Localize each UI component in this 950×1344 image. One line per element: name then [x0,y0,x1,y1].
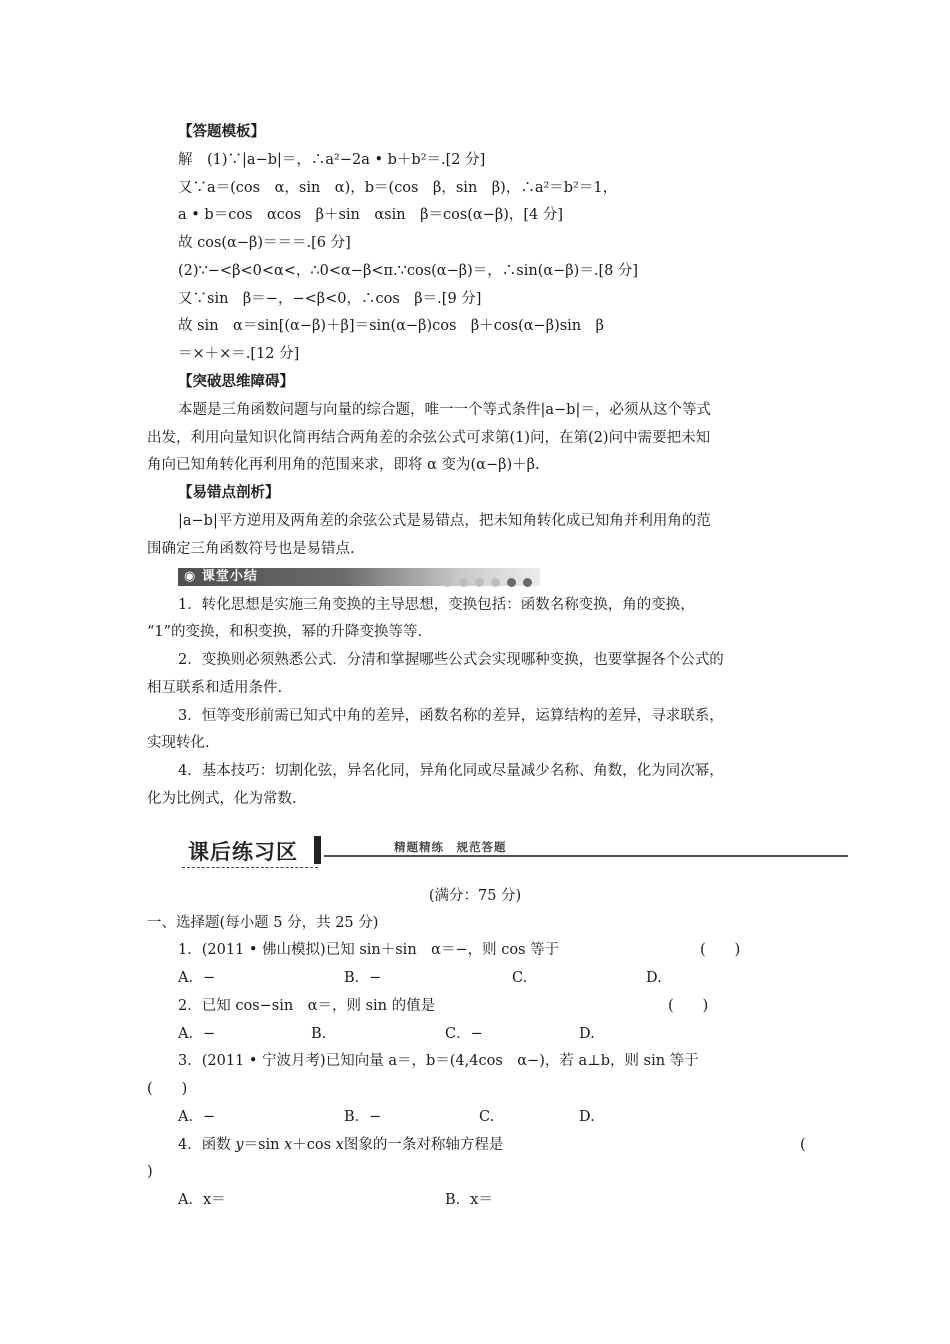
dot-icon [475,578,484,587]
q4-option-b: B．x＝ [445,1192,493,1208]
q3-option-c: C. [479,1109,495,1125]
template-line-8: ＝×＋×＝.[12 分] [178,346,300,362]
template-line-6: 又∵sin β＝−，−<β<0，∴cos β＝.[9 分] [178,291,482,307]
summary-line-1: 1．转化思想是实施三角变换的主导思想，变换包括：函数名称变换，角的变换， [178,597,695,613]
thinking-heading: 【突破思维障碍】 [178,373,294,390]
thinking-line-3: 角向已知角转化再利用角的范围来求，即将 α 变为(α−β)＋β. [147,457,540,473]
header-rule [324,855,848,857]
summary-line-2: “1”的变换，和积变换，幂的升降变换等等. [147,624,423,640]
q1-option-c: C. [512,970,528,986]
q3-answer-paren: ( ) [147,1081,188,1097]
dot-icon [459,578,468,587]
errors-line-1: |a−b|平方逆用及两角差的余弦公式是易错点，把未知角转化成已知角并利用角的范 [178,513,711,529]
template-heading: 【答题模板】 [178,123,265,140]
header-dashes [182,867,318,868]
q4-var-x: x [335,1137,344,1153]
summary-line-5: 3．恒等变形前需已知式中角的差异，函数名称的差异，运算结构的差异，寻求联系， [178,708,724,724]
summary-line-6: 实现转化. [147,735,210,751]
summary-line-4: 相互联系和适用条件. [147,680,283,696]
q4-var-y: y [235,1137,244,1153]
q1-option-d: D. [646,970,662,986]
q4-stem-part: ＋cos [292,1137,336,1153]
q4-stem [178,1135,503,1155]
q4-stem-part: 图象的一条对称轴方程是 [343,1137,504,1153]
q4-stem-part: ＝sin [243,1137,285,1153]
q3-option-b: B．− [344,1109,382,1125]
q2-answer-paren: ( ) [668,998,709,1014]
q4-stem-part: 4．函数 [178,1137,236,1153]
errors-heading: 【易错点剖析】 [178,484,280,501]
practice-subtitle: 精题精练 规范答题 [394,840,507,854]
q3-option-d: D. [579,1109,595,1125]
thinking-line-1: 本题是三角函数问题与向量的综合题，唯一一个等式条件|a−b|＝，必须从这个等式 [178,402,711,418]
q1-option-a: A．− [178,970,216,986]
summary-line-8: 化为比例式，化为常数. [147,791,297,807]
q3-stem: 3．(2011 • 宁波月考)已知向量 a＝，b＝(4,4cos α−)，若 a⊥b，则 sin 等于 [178,1053,699,1069]
dot-icon [443,578,452,587]
template-line-2: 又∵a＝(cos α，sin α)，b＝(cos β，sin β)，∴a²＝b²＝1， [178,180,618,196]
section-title: 一、选择题(每小题 5 分，共 25 分) [147,915,379,931]
q4-paren-open: ( [800,1137,806,1153]
q2-stem: 2．已知 cos−sin α＝，则 sin 的值是 [178,998,436,1014]
practice-title: 课后练习区 [188,840,298,864]
summary-section-bar [178,568,540,586]
q2-option-c: C．− [445,1026,483,1042]
q4-option-a: A．x＝ [178,1192,226,1208]
q2-option-b: B. [311,1026,327,1042]
template-line-7: 故 sin α＝sin[(α−β)＋β]＝sin(α−β)cos β＋cos(α−β)sin β [178,318,605,334]
dot-icon [523,578,532,587]
q1-answer-paren: ( ) [700,942,741,958]
q1-stem: 1．(2011 • 佛山模拟)已知 sin＋sin α＝−，则 cos 等于 [178,942,560,958]
template-line-5: (2)∵−<β<0<α<，∴0<α−β<π.∵cos(α−β)＝，∴sin(α−β)＝.[8 分] [178,263,639,279]
errors-line-2: 围确定三角函数符号也是易错点. [147,541,355,557]
score-line: (满分：75 分) [428,888,522,904]
practice-header [182,834,848,870]
template-line-1: 解 (1)∵|a−b|＝，∴a²−2a • b＋b²＝.[2 分] [178,152,486,168]
q4-var-x: x [284,1137,293,1153]
thinking-line-2: 出发，利用向量知识化简再结合两角差的余弦公式可求第(1)问，在第(2)问中需要把未知 [147,430,711,446]
q3-option-a: A．− [178,1109,216,1125]
header-bar-decoration [314,836,321,864]
dot-icon [507,578,516,587]
q2-option-d: D. [579,1026,595,1042]
summary-line-3: 2．变换则必须熟悉公式．分清和掌握哪些公式会实现哪种变换，也要掌握各个公式的 [178,652,724,668]
summary-line-7: 4．基本技巧：切割化弦，异名化同，异角化同或尽量减少名称、角数，化为同次幂， [178,763,724,779]
template-line-4: 故 cos(α−β)＝＝＝.[6 分] [178,235,351,251]
dot-icon [491,578,500,587]
decorative-dots [436,572,532,582]
template-line-3: a • b＝cos αcos β＋sin αsin β＝cos(α−β)，[4 分] [178,207,564,223]
q4-paren-close: ) [147,1164,153,1180]
q2-option-a: A．− [178,1026,216,1042]
q1-option-b: B．− [344,970,382,986]
summary-title: ◉ 课堂小结 [184,569,258,584]
